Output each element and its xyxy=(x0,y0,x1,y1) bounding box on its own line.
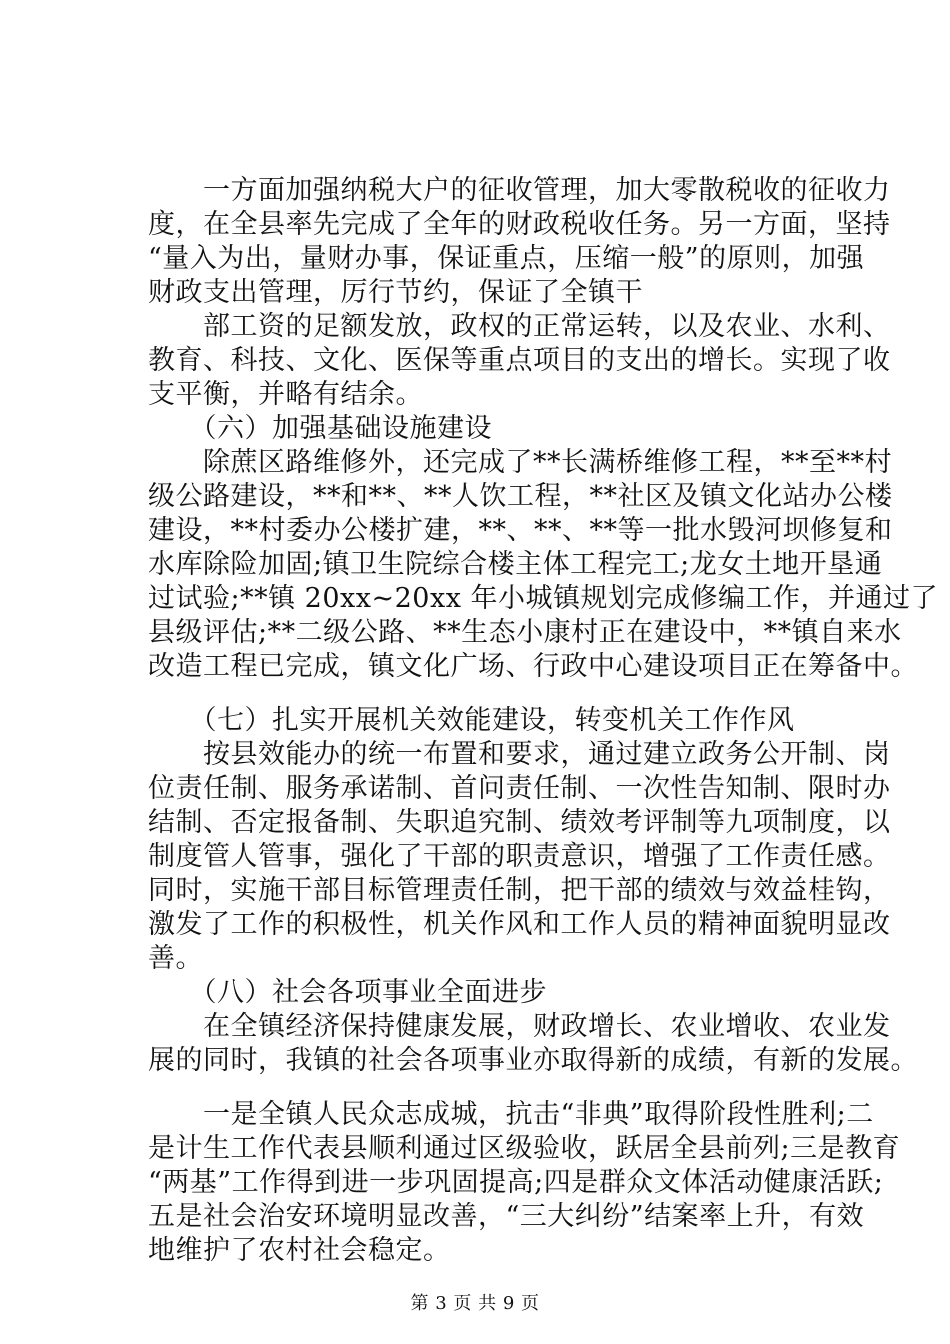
text-line: 度，在全县率先完成了全年的财政税收任务。另一方面，坚持 xyxy=(148,209,891,240)
text-line: 激发了工作的积极性，机关作风和工作人员的精神面貌明显改 xyxy=(148,909,891,940)
text-line: 过试验;**镇 20xx~20xx 年小城镇规划完成修编工作，并通过了 xyxy=(148,583,939,614)
text-line: 是计生工作代表县顺利通过区级验收，跃居全县前列;三是教育 xyxy=(148,1133,901,1164)
text-line: 县级评估;**二级公路、**生态小康村正在建设中，**镇自来水 xyxy=(148,617,902,648)
text-line: 支平衡，并略有结余。 xyxy=(148,379,423,410)
section-heading: （七）扎实开展机关效能建设，转变机关工作作风 xyxy=(148,705,795,736)
text-line: 改造工程已完成，镇文化广场、行政中心建设项目正在筹备中。 xyxy=(148,651,918,682)
text-line: 五是社会治安环境明显改善，“三大纠纷”结案率上升，有效 xyxy=(148,1201,865,1232)
text-line: 结制、否定报备制、失职追究制、绩效考评制等九项制度，以 xyxy=(148,807,891,838)
text-line: 地维护了农村社会稳定。 xyxy=(148,1235,451,1266)
text-line: 按县效能办的统一布置和要求，通过建立政务公开制、岗 xyxy=(148,739,891,770)
text-line: 财政支出管理，厉行节约，保证了全镇干 xyxy=(148,277,643,308)
text-line: 级公路建设，**和**、**人饮工程，**社区及镇文化站办公楼 xyxy=(148,481,893,512)
text-line: 在全镇经济保持健康发展，财政增长、农业增收、农业发 xyxy=(148,1011,891,1042)
page-number-footer: 第 3 页 共 9 页 xyxy=(410,1293,540,1314)
text-line: “量入为出，量财办事，保证重点，压缩一般”的原则，加强 xyxy=(148,243,865,274)
text-line: 一是全镇人民众志成城，抗击“非典”取得阶段性胜利;二 xyxy=(148,1099,874,1130)
text-line: 除蔗区路维修外，还完成了**长满桥维修工程，**至**村 xyxy=(148,447,892,478)
text-line: 同时，实施干部目标管理责任制，把干部的绩效与效益桂钩， xyxy=(148,875,891,906)
text-line: 部工资的足额发放，政权的正常运转，以及农业、水利、 xyxy=(148,311,891,342)
text-line: 水库除险加固;镇卫生院综合楼主体工程完工;龙女土地开垦通 xyxy=(148,549,883,580)
text-line: 善。 xyxy=(148,943,203,974)
text-line: 教育、科技、文化、医保等重点项目的支出的增长。实现了收 xyxy=(148,345,891,376)
section-heading: （八）社会各项事业全面进步 xyxy=(148,977,547,1008)
text-line: 制度管人管事，强化了干部的职责意识，增强了工作责任感。 xyxy=(148,841,891,872)
section-heading: （六）加强基础设施建设 xyxy=(148,413,492,444)
text-line: 位责任制、服务承诺制、首问责任制、一次性告知制、限时办 xyxy=(148,773,891,804)
text-line: 建设，**村委办公楼扩建，**、**、**等一批水毁河坝修复和 xyxy=(148,515,893,546)
text-line: “两基”工作得到进一步巩固提高;四是群众文体活动健康活跃; xyxy=(148,1167,884,1198)
text-line: 展的同时，我镇的社会各项事业亦取得新的成绩，有新的发展。 xyxy=(148,1045,918,1076)
text-line: 一方面加强纳税大户的征收管理，加大零散税收的征收力 xyxy=(148,175,891,206)
